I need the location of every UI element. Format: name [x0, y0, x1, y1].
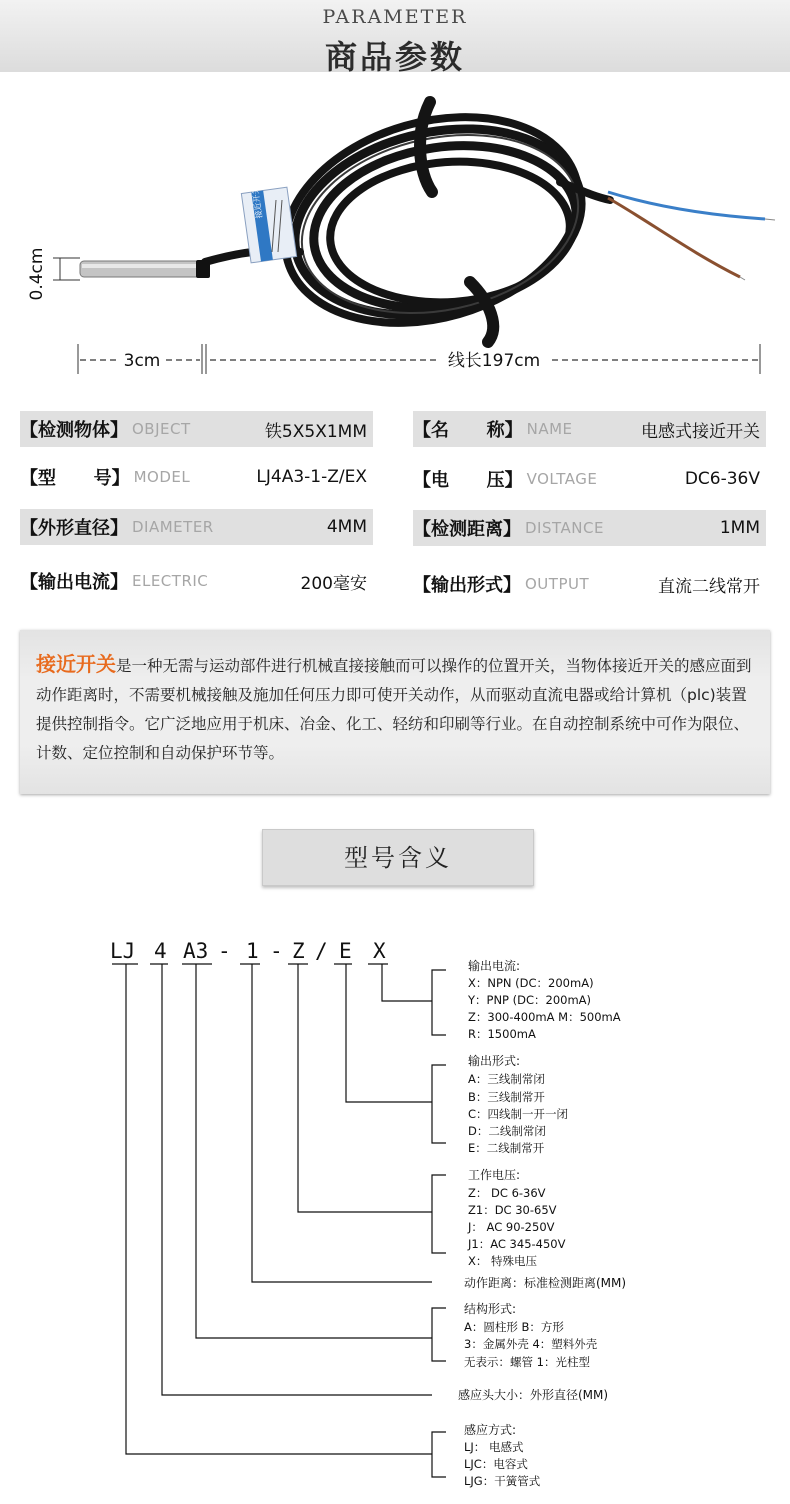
param-distance: 【检测距离】 DISTANCE 1MM	[413, 510, 766, 546]
svg-text:C：四线制一开一闭: C：四线制一开一闭	[468, 1107, 569, 1121]
model-meaning-title: 型号含义	[262, 829, 534, 886]
svg-text:接近开关: 接近开关	[250, 186, 264, 219]
svg-text:X： 特殊电压: X： 特殊电压	[468, 1254, 538, 1268]
svg-text:Z1：DC 30-65V: Z1：DC 30-65V	[468, 1203, 557, 1217]
wire-blue	[608, 192, 765, 219]
header-banner	[0, 0, 790, 76]
group-distance	[464, 1275, 626, 1290]
svg-text:输出电流:: 输出电流:	[468, 959, 521, 973]
svg-text:工作电压:: 工作电压:	[468, 1168, 521, 1182]
model-meaning-diagram	[0, 920, 790, 1500]
group-voltage	[467, 1167, 566, 1268]
model-part-dash-2: -	[270, 939, 283, 963]
svg-text:R：1500mA: R：1500mA	[468, 1027, 536, 1041]
svg-text:LJ： 电感式: LJ： 电感式	[464, 1440, 524, 1454]
param-object: 【检测物体】 OBJECT 铁5X5X1MM	[20, 411, 373, 447]
wire-brown	[608, 198, 740, 277]
group-sensing	[464, 1422, 541, 1488]
svg-text:Z：300-400mA M：500mA: Z：300-400mA M：500mA	[468, 1010, 621, 1024]
param-output: 【输出形式】 OUTPUT 直流二线常开	[413, 575, 760, 597]
svg-text:E：二线制常开: E：二线制常开	[468, 1141, 545, 1155]
svg-text:感应头大小：外形直径(MM): 感应头大小：外形直径(MM)	[458, 1388, 609, 1402]
svg-text:A：三线制常闭: A：三线制常闭	[468, 1072, 545, 1086]
intro-box	[20, 630, 770, 794]
svg-text:结构形式:: 结构形式:	[464, 1302, 517, 1316]
svg-text:X：NPN (DC：200mA): X：NPN (DC：200mA)	[468, 976, 594, 990]
svg-text:Y：PNP (DC：200mA): Y：PNP (DC：200mA)	[468, 993, 592, 1007]
svg-text:D：二线制常闭: D：二线制常闭	[468, 1124, 546, 1138]
model-part-dash-1: -	[218, 939, 231, 963]
intro-text: 是一种无需与运动部件进行机械直接接触而可以操作的位置开关，当物体接近开关的感应面到动作距离时，不需要机械接触及施加任何压力即可使开关动作，从而驱动直流电器或给计算机（plc)装置提供控制指令。它广泛地应用于机床、冶金、化工、轻纺和印刷等行业。在自动控制系统中可作为限位、计数、定位控制和自动保护环节等。	[36, 657, 752, 762]
param-model: 【型 号】 MODEL LJ4A3-1-Z/EX	[20, 467, 367, 489]
product-photo	[0, 72, 790, 392]
model-part-x: X	[373, 939, 386, 963]
svg-text:LJC：电容式: LJC：电容式	[464, 1457, 528, 1471]
label-band	[241, 186, 296, 263]
svg-text:B：三线制常开: B：三线制常开	[468, 1090, 545, 1104]
group-output-form	[468, 1053, 568, 1155]
model-part-z: Z	[292, 939, 305, 963]
header-chinese-title: 商品参数	[324, 38, 465, 76]
sensor-probe	[80, 261, 202, 277]
model-part-4: 4	[154, 939, 167, 963]
svg-text:J： AC 90-250V: J： AC 90-250V	[468, 1220, 555, 1234]
dim-cable-length: 线长197cm	[447, 351, 541, 371]
model-part-a3: A3	[183, 939, 209, 963]
intro-highlight: 接近开关	[36, 652, 116, 676]
param-diameter: 【外形直径】 DIAMETER 4MM	[20, 509, 373, 545]
dim-probe-length: 3cm	[123, 351, 161, 371]
svg-text:A：圆柱形 B：方形: A：圆柱形 B：方形	[464, 1320, 564, 1334]
svg-text:感应方式:: 感应方式:	[464, 1423, 517, 1437]
dim-head-diameter: 0.4cm	[27, 247, 47, 301]
group-output-current	[467, 958, 621, 1041]
header-english-title: PARAMETER	[322, 6, 468, 28]
param-voltage: 【电 压】 VOLTAGE DC6-36V	[413, 469, 760, 491]
svg-text:LJG：干簧管式: LJG：干簧管式	[464, 1474, 541, 1488]
group-structure	[464, 1301, 598, 1369]
param-name: 【名 称】 NAME 电感式接近开关	[413, 411, 766, 447]
model-part-lj: LJ	[110, 939, 136, 963]
svg-text:动作距离：标准检测距离(MM): 动作距离：标准检测距离(MM)	[464, 1276, 627, 1290]
model-part-e: E	[339, 939, 352, 963]
model-part-slash: /	[315, 939, 328, 963]
svg-text:J1：AC 345-450V: J1：AC 345-450V	[468, 1237, 566, 1251]
svg-text:3：金属外壳 4：塑料外壳: 3：金属外壳 4：塑料外壳	[464, 1337, 598, 1351]
model-part-1: 1	[246, 939, 259, 963]
connector-lines	[112, 964, 446, 1477]
svg-text:Z： DC 6-36V: Z： DC 6-36V	[468, 1186, 546, 1200]
group-head-size	[458, 1387, 608, 1402]
svg-text:输出形式:: 输出形式:	[468, 1054, 521, 1068]
param-electric: 【输出电流】 ELECTRIC 200毫安	[20, 572, 367, 594]
svg-text:无表示：螺管 1：光柱型: 无表示：螺管 1：光柱型	[464, 1355, 590, 1369]
